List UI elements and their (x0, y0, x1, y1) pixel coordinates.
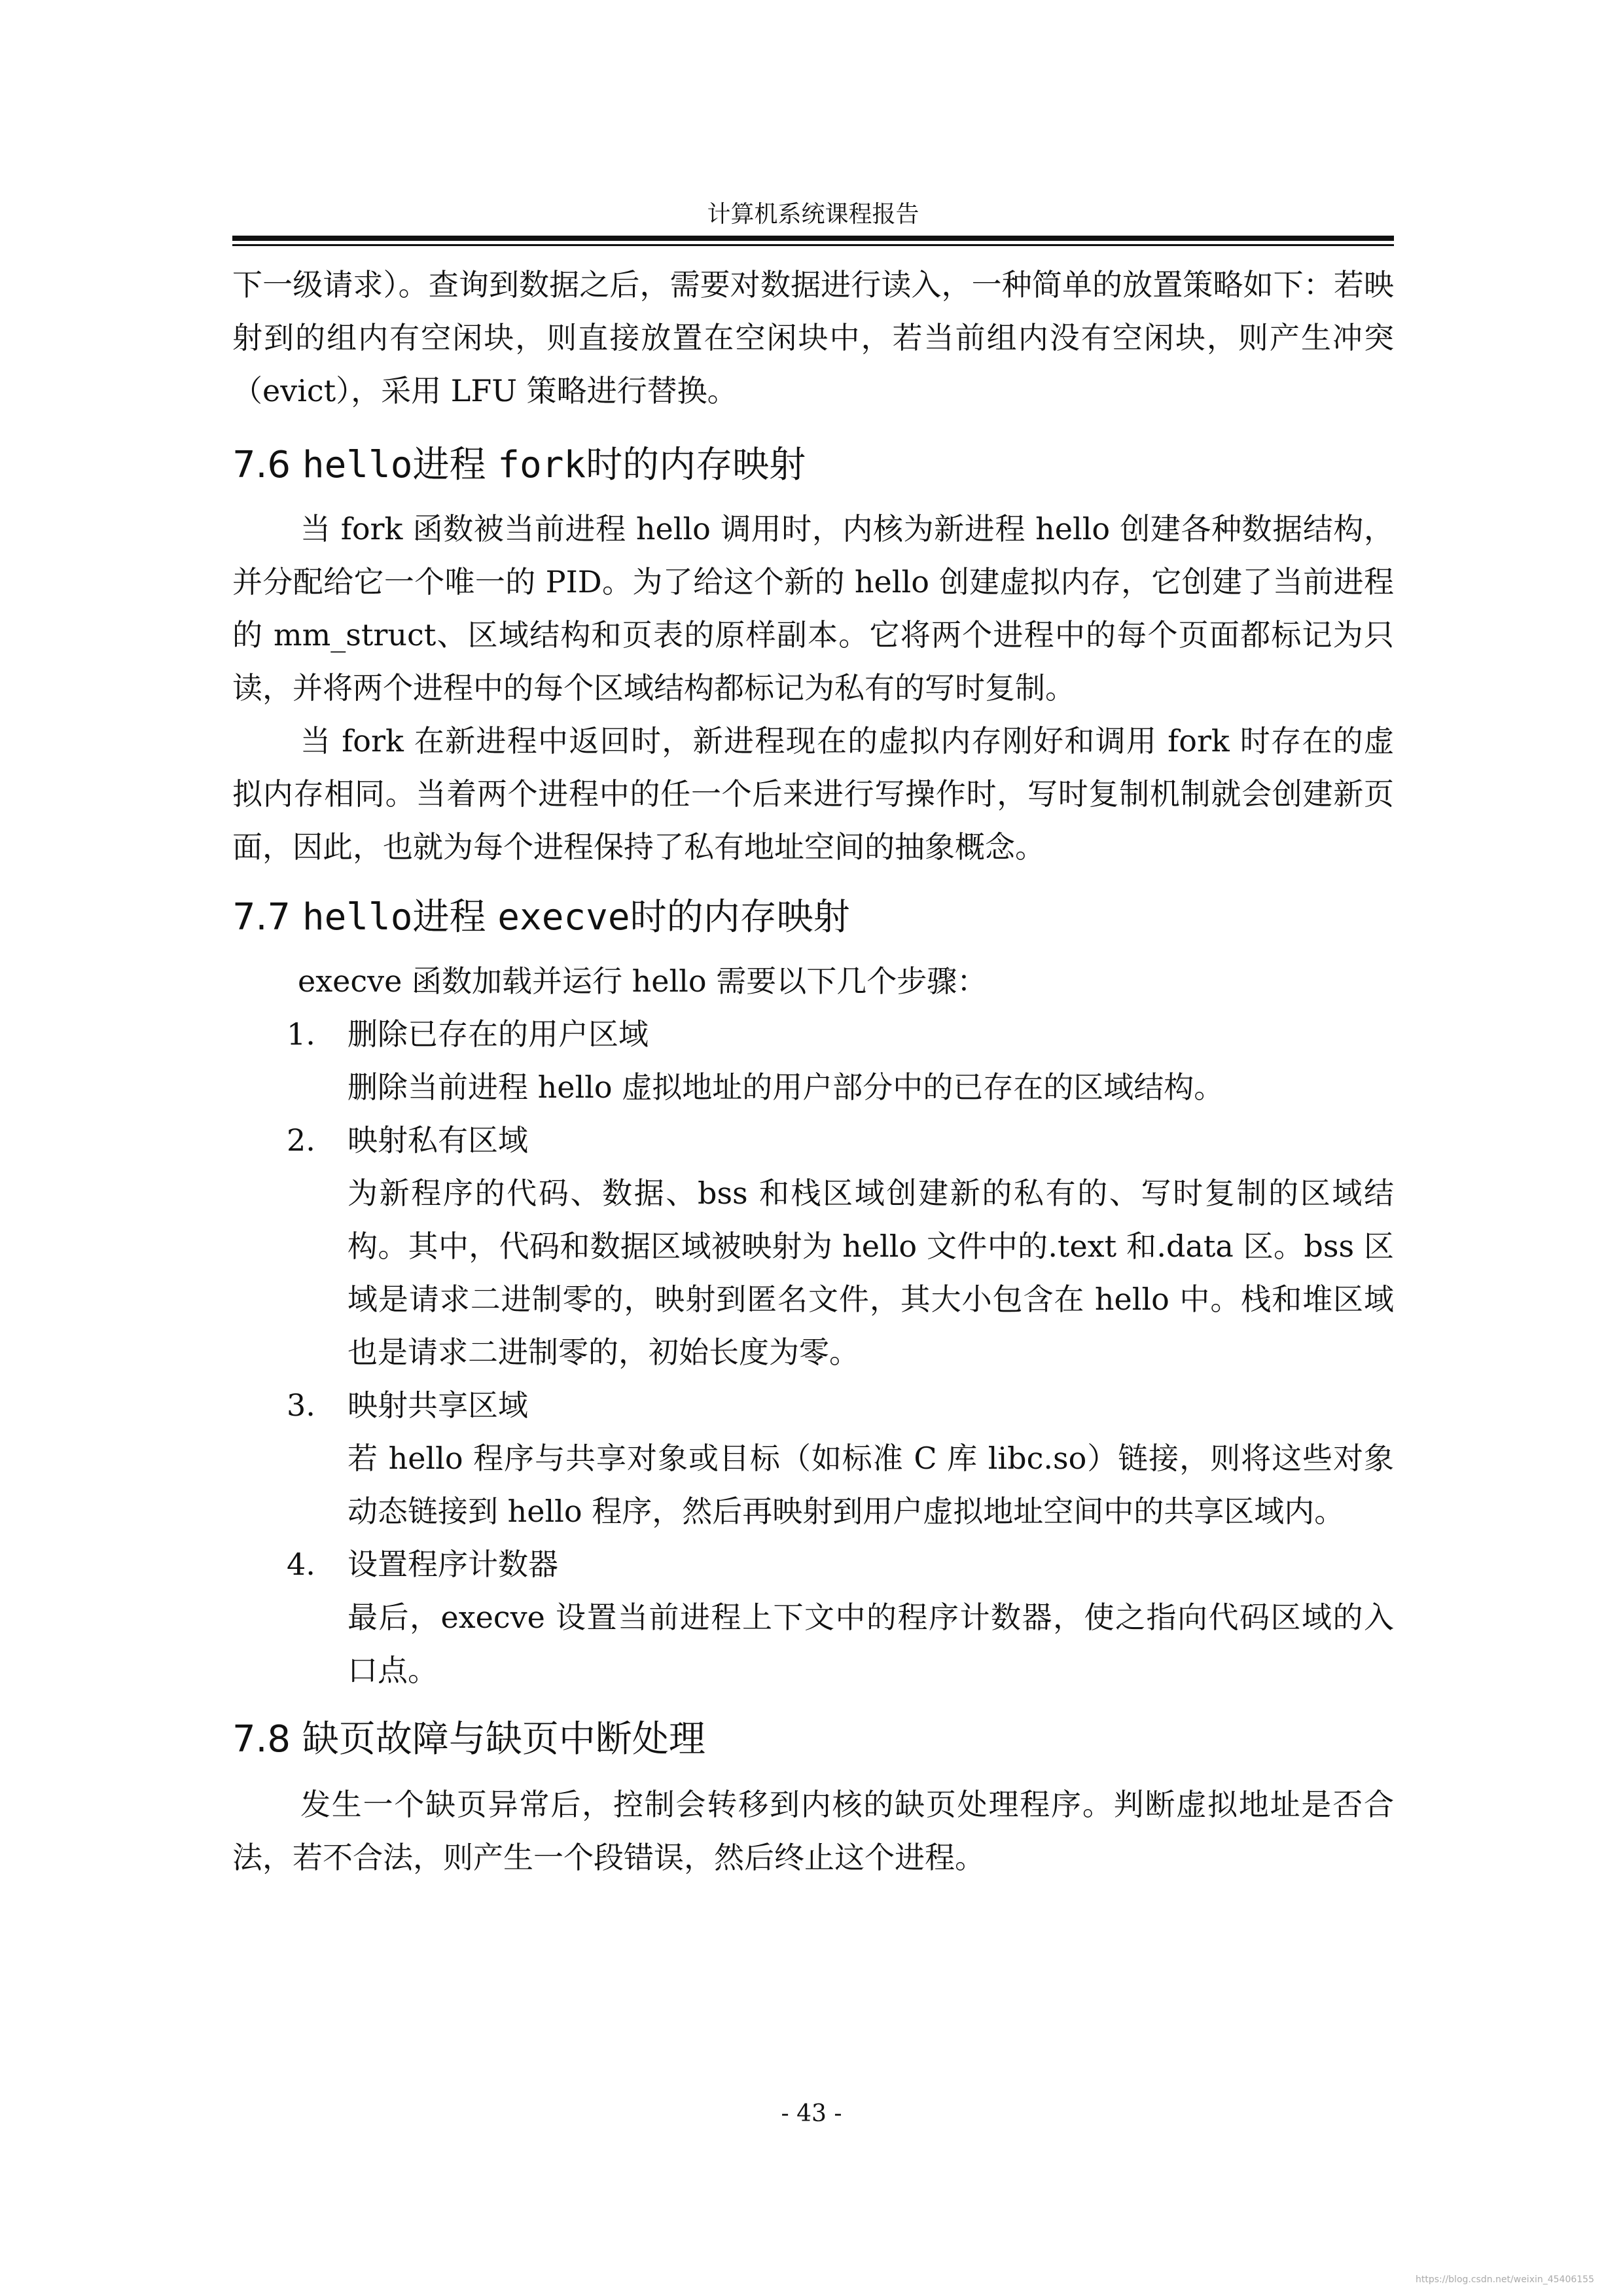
running-header: 计算机系统课程报告 (707, 201, 919, 228)
paragraph: 当 fork 在新进程中返回时，新进程现在的虚拟内存刚好和调用 fork 时存在的虚拟内存相同。当着两个进程中的任一个后来进行写操作时，写时复制机制就会创建新页面，因此，也就为每个进程保持了私有地址空间的抽象概念。 (232, 723, 1394, 865)
header-rule-thick (232, 236, 1394, 241)
list-item-title: 设置程序计数器 (348, 1547, 558, 1582)
page-body (232, 259, 1394, 1884)
continued-paragraph: 下一级请求）。查询到数据之后，需要对数据进行读入，一种简单的放置策略如下：若映射到的组内有空闲块，则直接放置在空闲块中，若当前组内没有空闲块，则产生冲突（evict），采用 LFU 策略进行替换。 (232, 267, 1394, 408)
list-number: 1. (287, 1016, 315, 1052)
list-item-desc: 最后，execve 设置当前进程上下文中的程序计数器，使之指向代码区域的入口点。 (348, 1600, 1394, 1688)
section-number: 7.8 (232, 1718, 291, 1761)
list-number: 4. (287, 1547, 315, 1582)
section-heading-7-8 (232, 1717, 1394, 1763)
section-number: 7.6 (232, 444, 291, 486)
heading-keyword-hello: hello (302, 444, 413, 486)
heading-keyword-hello: hello (302, 896, 413, 939)
list-item-desc: 为新程序的代码、数据、bss 和栈区域创建新的私有的、写时复制的区域结构。其中，代码和数据区域被映射为 hello 文件中的.text 和.data 区。bss 区域是请求二进制零的，映射到匿名文件，其大小包含在 hello 中。栈和堆区域也是请求二进制零的，初始长度为零。 (348, 1175, 1394, 1370)
page-number: - 43 - (781, 2100, 842, 2127)
paragraph: 发生一个缺页异常后，控制会转移到内核的缺页处理程序。判断虚拟地址是否合法，若不合法，则产生一个段错误，然后终止这个进程。 (232, 1787, 1394, 1875)
heading-keyword-fork: fork (497, 444, 586, 486)
paragraph: 当 fork 函数被当前进程 hello 调用时，内核为新进程 hello 创建各种数据结构，并分配给它一个唯一的 PID。为了给这个新的 hello 创建虚拟内存，它创建了当前进程的 mm_struct、区域结构和页表的原样副本。它将两个进程中的每个页面都标记为只读，并将两个进程中的每个区域结构都标记为私有的写时复制。 (232, 511, 1394, 706)
list-item-desc: 删除当前进程 hello 虚拟地址的用户部分中的已存在的区域结构。 (348, 1069, 1224, 1105)
list-item-title: 映射共享区域 (348, 1388, 528, 1423)
section-number: 7.7 (232, 896, 291, 939)
section-heading-7-7 (232, 895, 1394, 941)
watermark: https://blog.csdn.net/weixin_45406155 (1415, 2274, 1594, 2285)
list-number: 2. (287, 1122, 315, 1158)
list-item (232, 1114, 1394, 1379)
heading-text: 进程 (412, 444, 486, 486)
list-item (232, 1538, 1394, 1697)
list-number: 3. (287, 1388, 315, 1423)
heading-text: 时的内存映射 (630, 896, 850, 939)
steps-intro: execve 函数加载并运行 hello 需要以下几个步骤： (298, 963, 988, 999)
list-item-title: 映射私有区域 (348, 1122, 528, 1158)
heading-keyword-execve: execve (497, 896, 630, 939)
heading-text: 缺页故障与缺页中断处理 (302, 1718, 705, 1761)
header-rule-thin (232, 244, 1394, 246)
section-heading-7-6 (232, 442, 1394, 488)
heading-text: 时的内存映射 (586, 444, 806, 486)
list-item-desc: 若 hello 程序与共享对象或目标（如标准 C 库 libc.so）链接，则将这些对象动态链接到 hello 程序，然后再映射到用户虚拟地址空间中的共享区域内。 (348, 1441, 1394, 1529)
list-item-title: 删除已存在的用户区域 (348, 1016, 649, 1052)
list-item (232, 1008, 1394, 1114)
list-item (232, 1379, 1394, 1538)
heading-text: 进程 (412, 896, 486, 939)
